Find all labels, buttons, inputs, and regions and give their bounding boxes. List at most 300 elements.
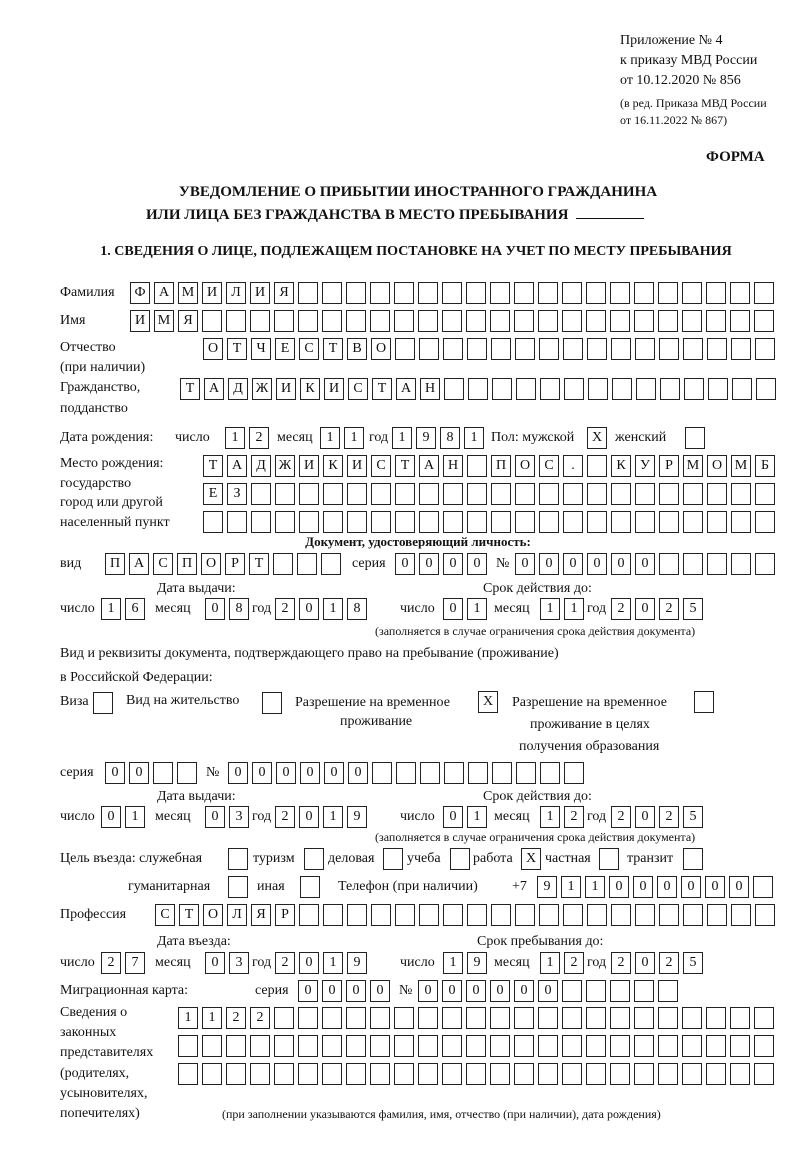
char-cell[interactable]: 5	[683, 806, 703, 828]
char-cell[interactable]: 2	[564, 806, 584, 828]
char-cell[interactable]: 1	[323, 806, 343, 828]
right-issue-year-field[interactable]	[275, 806, 367, 828]
char-cell[interactable]: 0	[443, 598, 463, 620]
char-cell[interactable]: 0	[322, 980, 342, 1002]
char-cell[interactable]	[273, 553, 293, 575]
char-cell[interactable]	[516, 762, 536, 784]
char-cell[interactable]	[706, 282, 726, 304]
char-cell[interactable]: 0	[729, 876, 749, 898]
char-cell[interactable]: И	[250, 282, 270, 304]
citizenship-field[interactable]	[180, 378, 776, 400]
char-cell[interactable]	[610, 1035, 630, 1057]
temp-residence-checkbox[interactable]	[478, 691, 498, 713]
char-cell[interactable]	[442, 1063, 462, 1085]
char-cell[interactable]	[634, 1007, 654, 1029]
char-cell[interactable]: 0	[418, 980, 438, 1002]
right-issue-month-field[interactable]	[205, 806, 249, 828]
char-cell[interactable]	[370, 1035, 390, 1057]
char-cell[interactable]	[467, 511, 487, 533]
char-cell[interactable]: Т	[179, 904, 199, 926]
char-cell[interactable]	[538, 1007, 558, 1029]
char-cell[interactable]	[659, 904, 679, 926]
char-cell[interactable]	[706, 310, 726, 332]
char-cell[interactable]	[443, 338, 463, 360]
char-cell[interactable]	[586, 310, 606, 332]
char-cell[interactable]	[730, 310, 750, 332]
char-cell[interactable]: 0	[563, 553, 583, 575]
char-cell[interactable]: 1	[323, 952, 343, 974]
char-cell[interactable]	[586, 282, 606, 304]
char-cell[interactable]: 1	[101, 598, 121, 620]
char-cell[interactable]	[660, 378, 680, 400]
char-cell[interactable]: Б	[755, 455, 775, 477]
char-cell[interactable]	[322, 1007, 342, 1029]
char-cell[interactable]: 1	[467, 598, 487, 620]
char-cell[interactable]: 0	[442, 980, 462, 1002]
char-cell[interactable]	[636, 378, 656, 400]
char-cell[interactable]	[731, 904, 751, 926]
char-cell[interactable]: Т	[203, 455, 223, 477]
char-cell[interactable]	[203, 511, 223, 533]
char-cell[interactable]	[683, 904, 703, 926]
char-cell[interactable]	[685, 427, 705, 449]
char-cell[interactable]	[419, 511, 439, 533]
char-cell[interactable]	[730, 282, 750, 304]
char-cell[interactable]: 1	[320, 427, 340, 449]
char-cell[interactable]	[394, 1007, 414, 1029]
char-cell[interactable]	[611, 904, 631, 926]
char-cell[interactable]: И	[130, 310, 150, 332]
char-cell[interactable]	[250, 1063, 270, 1085]
char-cell[interactable]	[540, 762, 560, 784]
char-cell[interactable]	[562, 980, 582, 1002]
char-cell[interactable]: 1	[178, 1007, 198, 1029]
char-cell[interactable]	[418, 1007, 438, 1029]
char-cell[interactable]	[250, 310, 270, 332]
char-cell[interactable]: С	[155, 904, 175, 926]
char-cell[interactable]: А	[419, 455, 439, 477]
char-cell[interactable]	[634, 1035, 654, 1057]
char-cell[interactable]	[492, 762, 512, 784]
char-cell[interactable]: 0	[633, 876, 653, 898]
char-cell[interactable]	[753, 876, 773, 898]
char-cell[interactable]	[754, 282, 774, 304]
char-cell[interactable]	[658, 310, 678, 332]
char-cell[interactable]	[274, 310, 294, 332]
char-cell[interactable]	[707, 553, 727, 575]
char-cell[interactable]: 2	[659, 598, 679, 620]
char-cell[interactable]: 1	[392, 427, 412, 449]
char-cell[interactable]: И	[324, 378, 344, 400]
right-issue-day-field[interactable]	[101, 806, 145, 828]
char-cell[interactable]: 0	[705, 876, 725, 898]
char-cell[interactable]: 1	[344, 427, 364, 449]
char-cell[interactable]: 2	[275, 598, 295, 620]
char-cell[interactable]: 1	[323, 598, 343, 620]
char-cell[interactable]	[659, 483, 679, 505]
char-cell[interactable]	[754, 1007, 774, 1029]
char-cell[interactable]: 1	[540, 598, 560, 620]
char-cell[interactable]	[323, 904, 343, 926]
phone-field[interactable]	[537, 876, 773, 898]
char-cell[interactable]	[659, 338, 679, 360]
sex-male-checkbox[interactable]	[587, 427, 607, 449]
char-cell[interactable]	[395, 483, 415, 505]
birth-month-field[interactable]	[320, 427, 364, 449]
id-issue-year-field[interactable]	[275, 598, 367, 620]
char-cell[interactable]: 0	[539, 553, 559, 575]
char-cell[interactable]	[346, 1007, 366, 1029]
char-cell[interactable]: Р	[275, 904, 295, 926]
char-cell[interactable]: 0	[635, 952, 655, 974]
char-cell[interactable]	[730, 1007, 750, 1029]
char-cell[interactable]	[659, 553, 679, 575]
char-cell[interactable]	[755, 904, 775, 926]
right-series-field[interactable]	[105, 762, 197, 784]
char-cell[interactable]	[586, 1063, 606, 1085]
char-cell[interactable]: 0	[298, 980, 318, 1002]
residence-permit-checkbox[interactable]	[262, 692, 282, 714]
char-cell[interactable]	[706, 1007, 726, 1029]
surname-field[interactable]	[130, 282, 774, 304]
char-cell[interactable]	[227, 511, 247, 533]
char-cell[interactable]	[383, 848, 403, 870]
char-cell[interactable]: 2	[611, 806, 631, 828]
char-cell[interactable]	[610, 1063, 630, 1085]
char-cell[interactable]	[418, 310, 438, 332]
char-cell[interactable]: .	[563, 455, 583, 477]
char-cell[interactable]: О	[203, 904, 223, 926]
char-cell[interactable]	[732, 378, 752, 400]
char-cell[interactable]: 2	[101, 952, 121, 974]
char-cell[interactable]: М	[731, 455, 751, 477]
char-cell[interactable]: 0	[299, 806, 319, 828]
char-cell[interactable]	[202, 310, 222, 332]
char-cell[interactable]: 0	[419, 553, 439, 575]
char-cell[interactable]: Я	[251, 904, 271, 926]
char-cell[interactable]: 1	[585, 876, 605, 898]
char-cell[interactable]	[754, 1063, 774, 1085]
char-cell[interactable]: С	[539, 455, 559, 477]
char-cell[interactable]	[587, 338, 607, 360]
char-cell[interactable]	[538, 1035, 558, 1057]
right-valid-month-field[interactable]	[540, 806, 584, 828]
char-cell[interactable]	[394, 1035, 414, 1057]
char-cell[interactable]: О	[515, 455, 535, 477]
char-cell[interactable]	[634, 1063, 654, 1085]
entry-month-field[interactable]	[205, 952, 249, 974]
char-cell[interactable]: 0	[538, 980, 558, 1002]
purpose-business-checkbox[interactable]	[383, 848, 403, 870]
char-cell[interactable]	[683, 483, 703, 505]
char-cell[interactable]	[491, 904, 511, 926]
char-cell[interactable]	[396, 762, 416, 784]
char-cell[interactable]	[538, 1063, 558, 1085]
char-cell[interactable]	[515, 511, 535, 533]
char-cell[interactable]	[682, 282, 702, 304]
char-cell[interactable]	[515, 338, 535, 360]
char-cell[interactable]: И	[202, 282, 222, 304]
char-cell[interactable]: 0	[395, 553, 415, 575]
char-cell[interactable]	[370, 1063, 390, 1085]
char-cell[interactable]: 2	[611, 952, 631, 974]
char-cell[interactable]: 5	[683, 598, 703, 620]
char-cell[interactable]: 9	[416, 427, 436, 449]
entry-day-field[interactable]	[101, 952, 145, 974]
char-cell[interactable]: 0	[299, 598, 319, 620]
char-cell[interactable]	[562, 1035, 582, 1057]
char-cell[interactable]	[274, 1007, 294, 1029]
char-cell[interactable]	[93, 692, 113, 714]
char-cell[interactable]	[177, 762, 197, 784]
char-cell[interactable]	[756, 378, 776, 400]
char-cell[interactable]: 0	[205, 952, 225, 974]
char-cell[interactable]: 1	[225, 427, 245, 449]
char-cell[interactable]: 0	[205, 806, 225, 828]
id-issue-month-field[interactable]	[205, 598, 249, 620]
char-cell[interactable]: 2	[249, 427, 269, 449]
sex-female-checkbox[interactable]	[685, 427, 705, 449]
char-cell[interactable]	[731, 483, 751, 505]
char-cell[interactable]	[442, 1035, 462, 1057]
char-cell[interactable]	[491, 338, 511, 360]
purpose-private-checkbox[interactable]	[599, 848, 619, 870]
char-cell[interactable]	[442, 1007, 462, 1029]
char-cell[interactable]	[492, 378, 512, 400]
char-cell[interactable]: 0	[515, 553, 535, 575]
reps-field-1[interactable]	[178, 1007, 774, 1029]
migration-number-field[interactable]	[418, 980, 678, 1002]
char-cell[interactable]	[467, 904, 487, 926]
char-cell[interactable]: П	[105, 553, 125, 575]
char-cell[interactable]	[706, 1035, 726, 1057]
char-cell[interactable]	[730, 1035, 750, 1057]
char-cell[interactable]	[322, 310, 342, 332]
char-cell[interactable]: 1	[540, 806, 560, 828]
char-cell[interactable]	[563, 511, 583, 533]
char-cell[interactable]: 8	[347, 598, 367, 620]
char-cell[interactable]	[514, 1063, 534, 1085]
char-cell[interactable]: У	[635, 455, 655, 477]
char-cell[interactable]: 0	[587, 553, 607, 575]
char-cell[interactable]: Р	[225, 553, 245, 575]
char-cell[interactable]	[587, 483, 607, 505]
char-cell[interactable]	[562, 310, 582, 332]
char-cell[interactable]	[419, 904, 439, 926]
purpose-work-checkbox[interactable]	[521, 848, 541, 870]
char-cell[interactable]: А	[396, 378, 416, 400]
char-cell[interactable]: А	[204, 378, 224, 400]
char-cell[interactable]: Ж	[252, 378, 272, 400]
char-cell[interactable]: 2	[659, 952, 679, 974]
char-cell[interactable]: Т	[249, 553, 269, 575]
char-cell[interactable]: С	[348, 378, 368, 400]
char-cell[interactable]	[298, 1007, 318, 1029]
char-cell[interactable]	[322, 1063, 342, 1085]
stay-day-field[interactable]	[443, 952, 487, 974]
char-cell[interactable]	[298, 310, 318, 332]
birth-year-field[interactable]	[392, 427, 484, 449]
char-cell[interactable]	[754, 310, 774, 332]
char-cell[interactable]	[298, 1063, 318, 1085]
char-cell[interactable]: 0	[348, 762, 368, 784]
char-cell[interactable]	[450, 848, 470, 870]
id-valid-month-field[interactable]	[540, 598, 584, 620]
temp-edu-checkbox[interactable]	[694, 691, 714, 713]
char-cell[interactable]	[443, 904, 463, 926]
char-cell[interactable]	[466, 282, 486, 304]
char-cell[interactable]	[562, 1063, 582, 1085]
char-cell[interactable]	[299, 483, 319, 505]
char-cell[interactable]: 0	[252, 762, 272, 784]
char-cell[interactable]	[467, 483, 487, 505]
purpose-tourism-checkbox[interactable]	[304, 848, 324, 870]
char-cell[interactable]	[684, 378, 704, 400]
char-cell[interactable]	[755, 511, 775, 533]
char-cell[interactable]	[599, 848, 619, 870]
char-cell[interactable]	[467, 338, 487, 360]
birth-place-field-3[interactable]	[203, 511, 775, 533]
char-cell[interactable]	[612, 378, 632, 400]
char-cell[interactable]	[731, 338, 751, 360]
char-cell[interactable]	[659, 511, 679, 533]
char-cell[interactable]: К	[300, 378, 320, 400]
char-cell[interactable]: Т	[180, 378, 200, 400]
char-cell[interactable]: 0	[299, 952, 319, 974]
name-field[interactable]	[130, 310, 774, 332]
char-cell[interactable]	[304, 848, 324, 870]
char-cell[interactable]	[321, 553, 341, 575]
char-cell[interactable]: А	[227, 455, 247, 477]
char-cell[interactable]	[274, 1063, 294, 1085]
char-cell[interactable]	[466, 1035, 486, 1057]
char-cell[interactable]	[755, 483, 775, 505]
char-cell[interactable]: К	[611, 455, 631, 477]
birth-place-field-1[interactable]	[203, 455, 775, 477]
char-cell[interactable]: 1	[443, 952, 463, 974]
char-cell[interactable]	[371, 483, 391, 505]
char-cell[interactable]	[322, 282, 342, 304]
char-cell[interactable]: 0	[609, 876, 629, 898]
char-cell[interactable]: 0	[443, 806, 463, 828]
char-cell[interactable]	[515, 483, 535, 505]
char-cell[interactable]: П	[491, 455, 511, 477]
char-cell[interactable]	[443, 511, 463, 533]
char-cell[interactable]: 0	[228, 762, 248, 784]
visa-checkbox[interactable]	[93, 692, 113, 714]
char-cell[interactable]: 0	[101, 806, 121, 828]
char-cell[interactable]	[635, 511, 655, 533]
char-cell[interactable]: 7	[125, 952, 145, 974]
char-cell[interactable]: С	[153, 553, 173, 575]
char-cell[interactable]: М	[178, 282, 198, 304]
char-cell[interactable]	[588, 378, 608, 400]
char-cell[interactable]	[226, 1063, 246, 1085]
char-cell[interactable]	[442, 282, 462, 304]
char-cell[interactable]: О	[707, 455, 727, 477]
char-cell[interactable]	[731, 511, 751, 533]
char-cell[interactable]: 2	[275, 806, 295, 828]
char-cell[interactable]	[611, 338, 631, 360]
char-cell[interactable]	[250, 1035, 270, 1057]
char-cell[interactable]	[347, 511, 367, 533]
char-cell[interactable]	[683, 511, 703, 533]
char-cell[interactable]: 5	[683, 952, 703, 974]
char-cell[interactable]	[515, 904, 535, 926]
char-cell[interactable]	[274, 1035, 294, 1057]
char-cell[interactable]: 0	[205, 598, 225, 620]
char-cell[interactable]	[347, 483, 367, 505]
char-cell[interactable]	[202, 1063, 222, 1085]
char-cell[interactable]	[587, 511, 607, 533]
char-cell[interactable]	[707, 511, 727, 533]
reps-field-2[interactable]	[178, 1035, 774, 1057]
char-cell[interactable]	[490, 310, 510, 332]
id-issue-day-field[interactable]	[101, 598, 145, 620]
char-cell[interactable]	[562, 1007, 582, 1029]
char-cell[interactable]: 2	[564, 952, 584, 974]
char-cell[interactable]: 2	[659, 806, 679, 828]
char-cell[interactable]	[490, 1063, 510, 1085]
char-cell[interactable]	[323, 483, 343, 505]
char-cell[interactable]	[490, 1007, 510, 1029]
id-valid-day-field[interactable]	[443, 598, 487, 620]
char-cell[interactable]: Д	[251, 455, 271, 477]
char-cell[interactable]	[466, 1063, 486, 1085]
char-cell[interactable]	[443, 483, 463, 505]
char-cell[interactable]: 2	[611, 598, 631, 620]
char-cell[interactable]: 0	[467, 553, 487, 575]
migration-series-field[interactable]	[298, 980, 390, 1002]
char-cell[interactable]	[539, 511, 559, 533]
char-cell[interactable]	[442, 310, 462, 332]
char-cell[interactable]	[226, 310, 246, 332]
char-cell[interactable]: Ф	[130, 282, 150, 304]
char-cell[interactable]	[372, 762, 392, 784]
purpose-official-checkbox[interactable]	[228, 848, 248, 870]
char-cell[interactable]	[683, 848, 703, 870]
char-cell[interactable]	[586, 1035, 606, 1057]
char-cell[interactable]	[562, 282, 582, 304]
char-cell[interactable]	[564, 762, 584, 784]
char-cell[interactable]	[540, 378, 560, 400]
char-cell[interactable]: Т	[227, 338, 247, 360]
birth-day-field[interactable]	[225, 427, 269, 449]
char-cell[interactable]: 2	[226, 1007, 246, 1029]
char-cell[interactable]	[586, 1007, 606, 1029]
char-cell[interactable]: 1	[202, 1007, 222, 1029]
char-cell[interactable]: 0	[657, 876, 677, 898]
char-cell[interactable]	[251, 483, 271, 505]
char-cell[interactable]	[563, 483, 583, 505]
char-cell[interactable]	[178, 1035, 198, 1057]
char-cell[interactable]: О	[371, 338, 391, 360]
char-cell[interactable]	[610, 980, 630, 1002]
char-cell[interactable]: 0	[635, 806, 655, 828]
char-cell[interactable]: 0	[635, 553, 655, 575]
char-cell[interactable]	[538, 310, 558, 332]
char-cell[interactable]: 0	[300, 762, 320, 784]
char-cell[interactable]: Т	[395, 455, 415, 477]
char-cell[interactable]: Н	[420, 378, 440, 400]
char-cell[interactable]: 0	[635, 598, 655, 620]
char-cell[interactable]: 6	[125, 598, 145, 620]
char-cell[interactable]	[275, 511, 295, 533]
char-cell[interactable]: А	[129, 553, 149, 575]
char-cell[interactable]: И	[276, 378, 296, 400]
char-cell[interactable]	[706, 1063, 726, 1085]
char-cell[interactable]: З	[227, 483, 247, 505]
